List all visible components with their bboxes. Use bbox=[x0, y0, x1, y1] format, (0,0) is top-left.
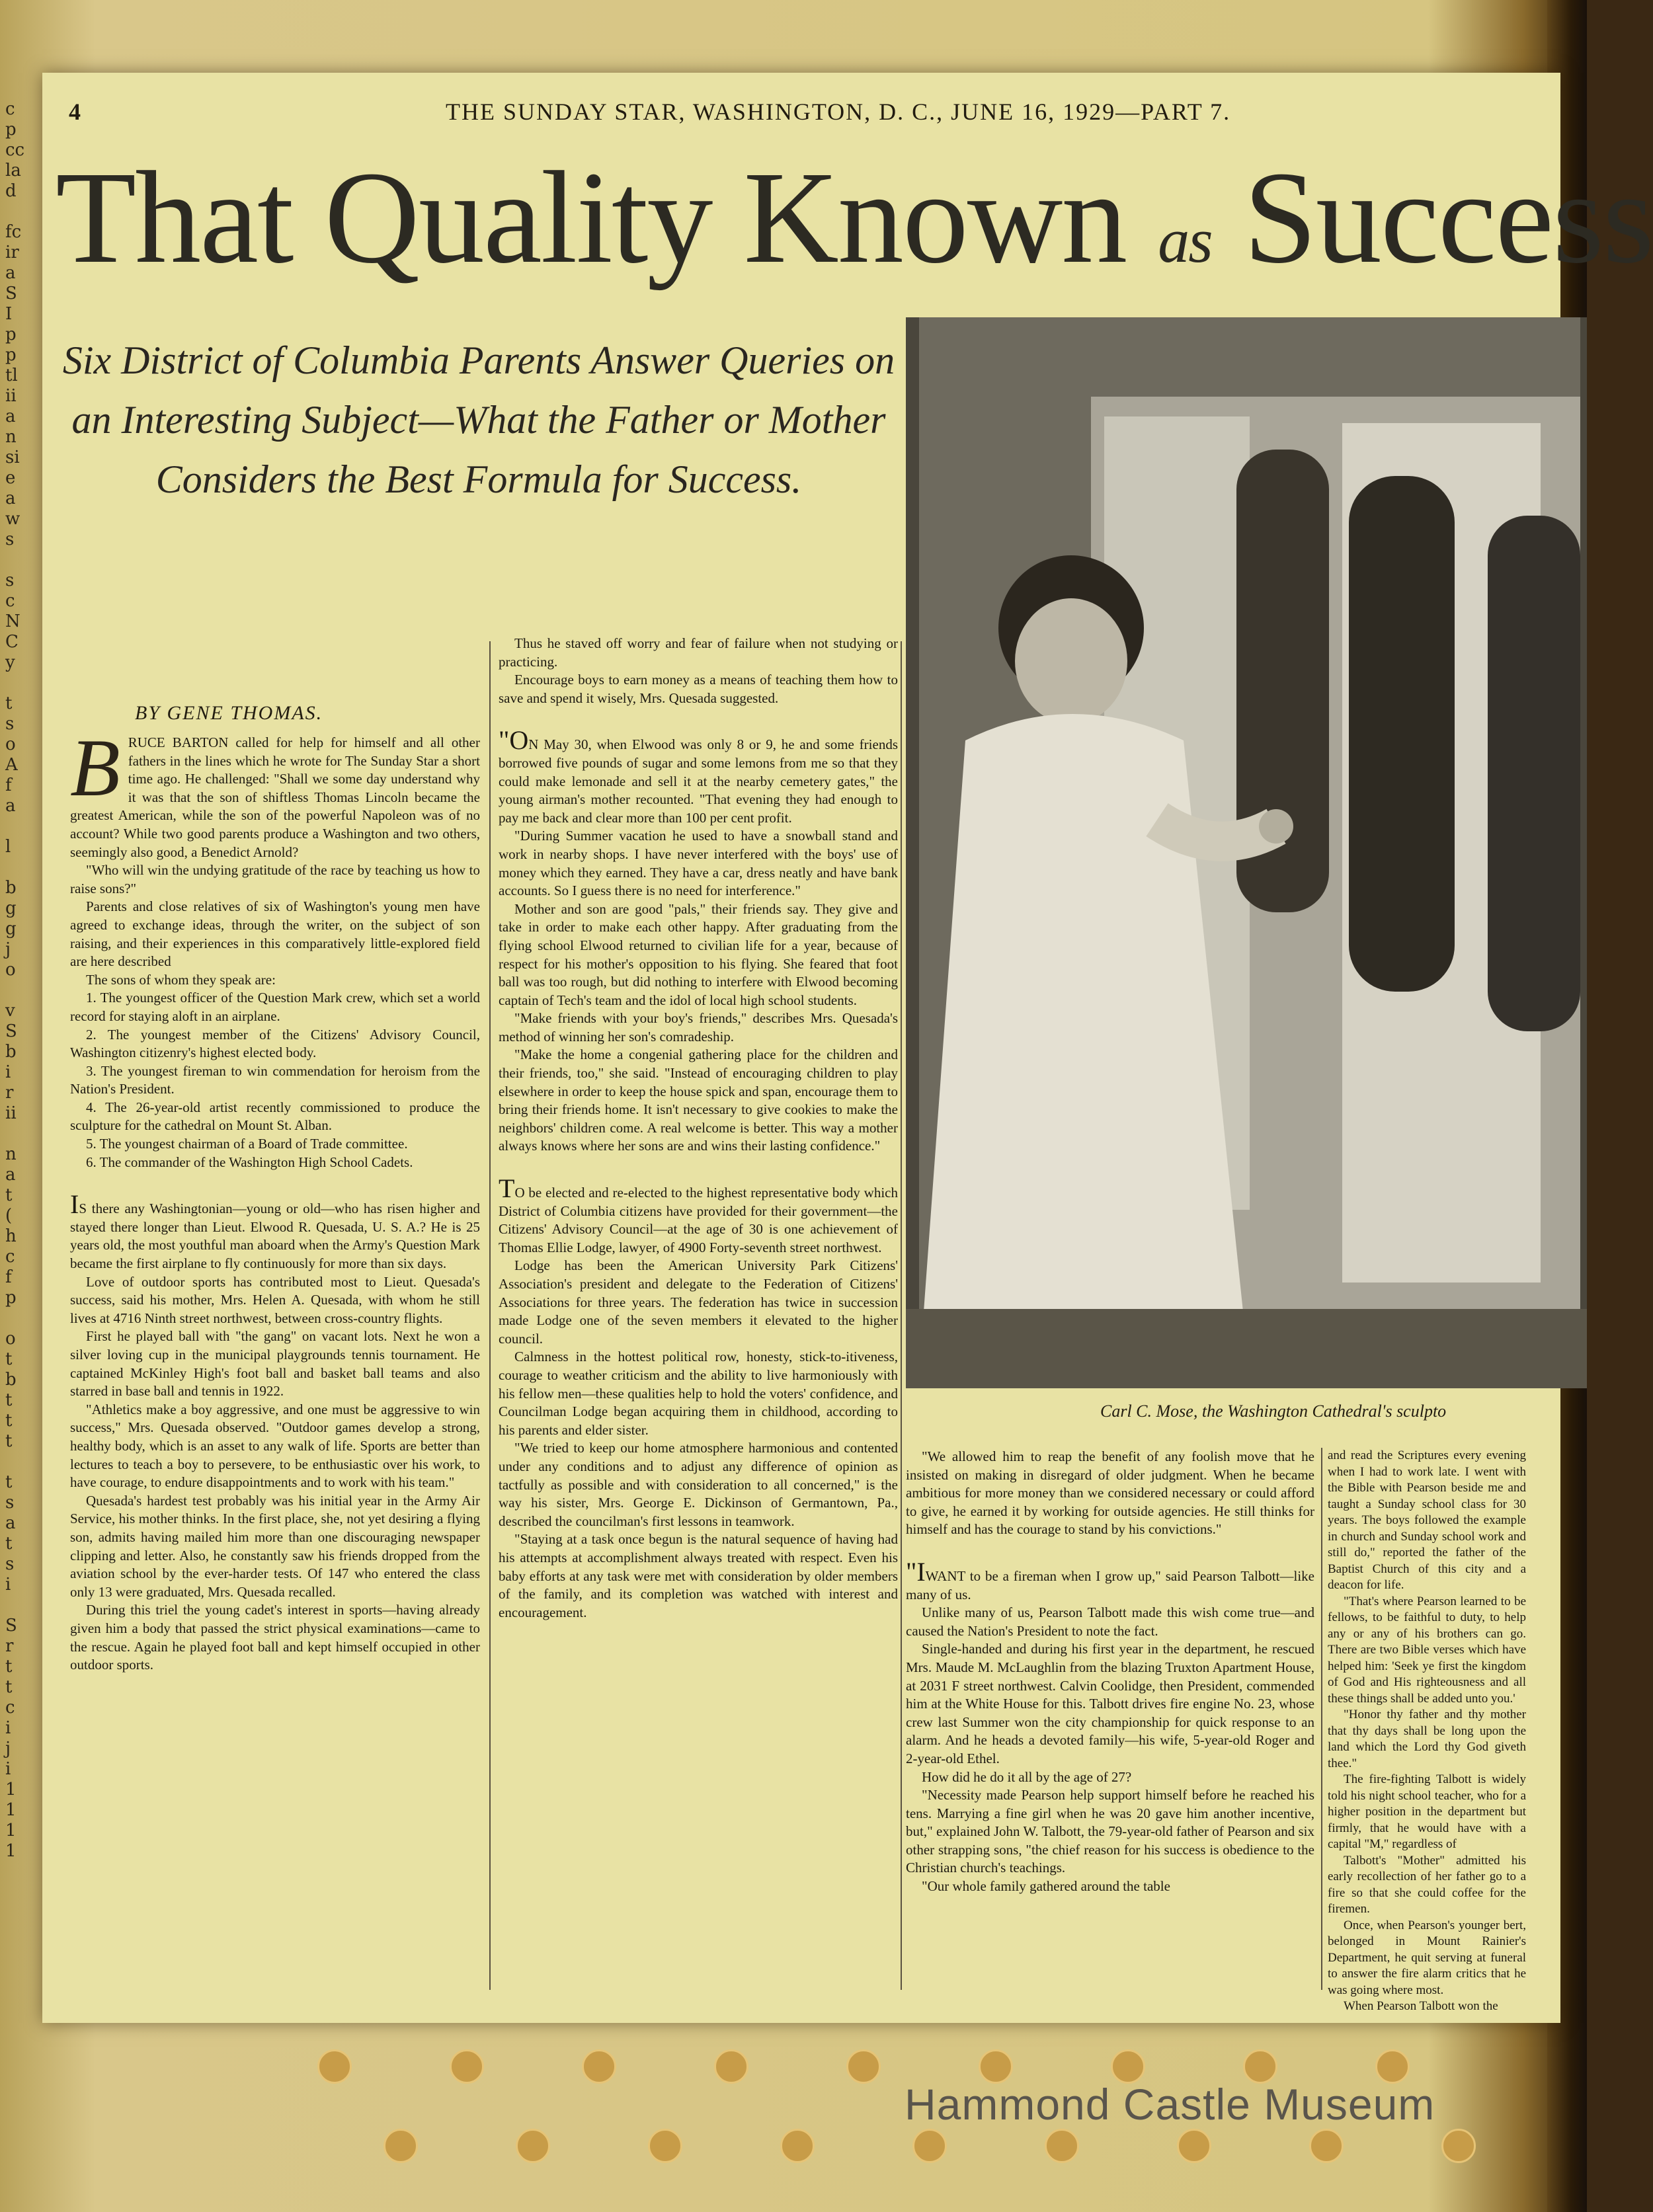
paragraph bbox=[499, 1173, 898, 1257]
list-item: 5. The youngest chairman of a Board of Trade committee. bbox=[86, 1136, 408, 1152]
list-item: 3. The youngest fireman to win commendation for heroism from the Nation's President. bbox=[70, 1062, 480, 1097]
photo-illustration bbox=[906, 317, 1587, 1388]
paragraph bbox=[906, 1556, 1314, 1604]
paragraph-text: WANT to be a fireman when I grow up," said Pearson Talbott—like many of us. bbox=[906, 1567, 1314, 1602]
column-rule bbox=[1321, 1448, 1322, 1990]
paragraph: Once, when Pearson's younger bert, belonged in Mount Rainier's Department, he quit serving at funeral to answer the fire alarm critics that he was going where most. bbox=[1328, 1918, 1526, 1997]
paragraph: "Our whole family gathered around the table bbox=[922, 1878, 1170, 1895]
headline-success: Success bbox=[1243, 145, 1653, 291]
paragraph: "We allowed him to reap the benefit of any foolish move that he insisted on making in disregard of older judgment. When he became ambitious for more money than we considered necessary or could afford to give, he earned it by working for outside agencies. He still thinks for himself and has the courage to stand by his convictions." bbox=[906, 1448, 1314, 1538]
paragraph: "Make the home a congenial gathering place for the children and their friends, too," she said. "Instead of encouraging children to play elsewhere in order to keep the house spick and span, encourage them to bring their friends home. It isn't necessary to give cookies to make the neighbors' children come. A real welcome is better. This way a mother always knows where her sons are and wins their lasting confidence." bbox=[499, 1047, 898, 1154]
paragraph: The fire-fighting Talbott is widely told his night school teacher, who for a higher position in the department but firmly, that he would have with a capital "M," regardless of bbox=[1328, 1772, 1526, 1851]
list-item: 4. The 26-year-old artist recently commissioned to produce the sculpture for the cathedral on Mount St. Alban. bbox=[70, 1099, 480, 1134]
column-rule bbox=[489, 641, 491, 1990]
paragraph bbox=[499, 725, 898, 827]
section-initial: "I bbox=[906, 1556, 926, 1587]
paragraph: "Honor thy father and thy mother that thy days shall be long upon the land which the Lord thy God giveth thee." bbox=[1328, 1708, 1526, 1770]
newspaper-clipping bbox=[42, 73, 1653, 2023]
paragraph: Encourage boys to earn money as a means of teaching them how to save and spend it wisely, Mrs. Quesada suggested. bbox=[499, 672, 898, 706]
paragraph: "During Summer vacation he used to have a snowball stand and work in nearby shops. I have never interfered with the boys' use of money which they earned. They have a car, dress neatly and have bank accounts. So I guess there is no need for interference." bbox=[499, 828, 898, 899]
paragraph-text: S there any Washingtonian—young or old—who has risen higher and stayed there longer than Lieut. Elwood R. Quesada, U. S. A.? He is 25 years old, the most youthful man aboard when the Army's Question Mark became the first airplane to fly continuously for more than six days. bbox=[70, 1201, 480, 1272]
section-initial: I bbox=[70, 1189, 79, 1220]
paragraph: "Who will win the undying gratitude of the race by teaching us how to raise sons?" bbox=[70, 862, 480, 896]
paragraph: First he played ball with "the gang" on vacant lots. Next he won a silver loving cup in the municipal playgrounds tennis tournament. He captained McKinley High's foot ball and basket ball teams and also starred in base ball and tennis in 1922. bbox=[70, 1328, 480, 1400]
paragraph: and read the Scriptures every evening when I had to work late. I went with the Bible with Pearson beside me and taught a Sunday school class for 30 years. The boys followed the example in church and Sunday school work and still do," reported the father of the Baptist Church of this city and a deacon for life. bbox=[1328, 1448, 1526, 1592]
sculptor-photograph bbox=[906, 317, 1587, 1388]
article-column-1 bbox=[70, 723, 480, 1675]
list-item: 2. The youngest member of the Citizens' Advisory Council, Washington citizenry's highest elected body. bbox=[70, 1026, 480, 1061]
subheadline: Six District of Columbia Parents Answer Queries on an Interesting Subject—What the Father or Mother Considers the Best Formula for Success. bbox=[62, 338, 895, 501]
paragraph: "That's where Pearson learned to be fellows, to be faithful to duty, to help any or any of his brothers can go. There are two Bible verses which have helped him: 'Seek ye first the kingdom of God and His righteousness and all these things shall be added unto you.' bbox=[1328, 1594, 1526, 1706]
watermark: Hammond Castle Museum bbox=[905, 2080, 1435, 2129]
column-rule bbox=[901, 641, 902, 1990]
left-page-edge-text: c p cc la d fc ir a S I p p tl ii a n si e a w s s c N C y t s o A f a l b g g j o v S b i r ii n a t ( h c f p o t b t t t t s a t s i S r t t c i j i 1 1 1 1 bbox=[5, 99, 25, 1861]
paragraph-text: O be elected and re-elected to the highest representative body which District of Columbia citizens have provided for their government—the Citizens' Advisory Council—at the age of 30 is one achievement of Thomas Ellie Lodge, lawyer, of 4900 Forty-seventh street northwest. bbox=[499, 1185, 898, 1255]
paragraph: Single-handed and during his first year in the department, he rescued Mrs. Maude M. McLaughlin from the blazing Truxton Apartment House, at 2031 F street northwest. Calvin Coolidge, then President, commended him at the White House for this. Talbott drives fire engine No. 23, whose crew last Summer won the city championship for quick response to an alarm. And he heads a devoted family—his wife, 5-year-old Roger and 2-year-old Ethel. bbox=[906, 1641, 1314, 1766]
paragraph: When Pearson Talbott won the bbox=[1344, 1999, 1498, 2013]
paragraph bbox=[70, 1189, 480, 1273]
paragraph-text: RUCE BARTON called for help for himself and all other fathers in the lines which he wrote for The Sunday Star a short time ago. He challenged: "Shall we some day understand why it was that the son of shiftless Thomas Lincoln became the greatest American, while the son of the powerful Napoleon was of no account? While two good parents produce a Washington and two others, seemingly also good, a Benedict Arnold? bbox=[70, 734, 480, 860]
article-column-4 bbox=[1328, 1448, 1526, 2015]
paragraph: Calmness in the hottest political row, honesty, stick-to-itiveness, courage to weather criticism and the ability to live harmoniously with his fellow men—these qualities help to hold the voters' confidence, and Councilman Lodge began acquiring them in childhood, according to his parents and elder sister. bbox=[499, 1349, 898, 1438]
paragraph: Thus he staved off worry and fear of failure when not studying or practicing. bbox=[499, 635, 898, 670]
paragraph bbox=[70, 723, 480, 861]
headline-as: as bbox=[1158, 205, 1212, 276]
paragraph: Mother and son are good "pals," their friends say. They give and take in order to make each other happy. After graduating from the flying school Elwood returned to civilian life for a year, because of respect for his mother's opposition to his flying. She feared that foot ball was too rough, but did nothing to interfere with Elwood becoming captain of Tech's team and the idol of local high school students. bbox=[499, 900, 898, 1008]
paragraph: Unlike many of us, Pearson Talbott made this wish come true—and caused the Nation's President to note the fact. bbox=[906, 1604, 1314, 1639]
section-initial: T bbox=[499, 1173, 515, 1204]
headline-main: That Quality Known bbox=[56, 145, 1127, 291]
paragraph: "Necessity made Pearson help support himself before he reached his tens. Marrying a fine girl when he was 20 gave him another incentive, but," explained John W. Talbott, the 79-year-old father of Pearson and six other strapping sons, "the chief reason for his success is obedience to the Christian church's teachings. bbox=[906, 1787, 1314, 1876]
paragraph: Parents and close relatives of six of Washington's young men have agreed to exchange ideas, through the writer, on the subject of son raising, and their experiences in this comparatively little-explored field are here described bbox=[70, 898, 480, 970]
page-number: 4 bbox=[69, 99, 82, 125]
paragraph: Lodge has been the American University Park Citizens' Association's president and delegate to the Federation of Citizens' Associations for three years. The federation has twice in succession made Lodge one of the seven members it elevated to the higher council. bbox=[499, 1257, 898, 1347]
paragraph: "Make friends with your boy's friends," describes Mrs. Quesada's method of winning her son's comradeship. bbox=[499, 1010, 898, 1045]
drop-cap: B bbox=[70, 723, 120, 813]
paragraph: "We tried to keep our home atmosphere harmonious and contented under any conditions and to adjust any difference of opinion as tactfully as possible and with consideration to all concerned," is the way his sister, Mrs. George E. Dickinson of Germantown, Pa., described the councilman's first lessons in teamwork. bbox=[499, 1440, 898, 1529]
paragraph: Love of outdoor sports has contributed most to Lieut. Quesada's success, said his mother, Mrs. Helen A. Quesada, with whom he still lives at 4716 Ninth street northwest, between cross-country flights. bbox=[70, 1273, 480, 1326]
list-item: 1. The youngest officer of the Question Mark crew, which set a world record for staying aloft in an airplane. bbox=[70, 990, 480, 1024]
article-column-2 bbox=[499, 635, 898, 1622]
paragraph: "Staying at a task once begun is the natural sequence of having had his attempts at accomplishment always treated with respect. Even his baby efforts at any task were met with consideration by older members of the family, and its completion was watched with interest and encouragement. bbox=[499, 1531, 898, 1620]
paragraph-text: N May 30, when Elwood was only 8 or 9, he and some friends borrowed five pounds of sugar and some lemons from me so that they could make lemonade and sell it at the nearby cemetery gates," the young airman's mother recounted. "That evening they had enough to pay me back and clear more than 100 per cent profit. bbox=[499, 736, 898, 826]
paragraph: Talbott's "Mother" admitted his early recollection of her father go to a fire so that she could coffee for the firemen. bbox=[1328, 1853, 1526, 1916]
masthead: THE SUNDAY STAR, WASHINGTON, D. C., JUNE 16, 1929—PART 7. bbox=[446, 99, 1231, 125]
list-item: 6. The commander of the Washington High School Cadets. bbox=[86, 1154, 413, 1170]
paragraph: "Athletics make a boy aggressive, and one must be aggressive to win success," Mrs. Quesada observed. "Outdoor games develop a strong, healthy body, which is an asset to any walk of life. Sports are better than lectures to teach a boy to persevere, to be enthusiastic over his work, to have courage, to endure disappointments and to work with his team." bbox=[70, 1401, 480, 1491]
photo-caption: Carl C. Mose, the Washington Cathedral's sculpto bbox=[1100, 1402, 1447, 1421]
paragraph: During this triel the young cadet's interest in sports—having already given him a body that passed the strict physical examinations—came to the rescue. Again he played foot ball and kept himself occupied in other outdoor sports. bbox=[70, 1602, 480, 1673]
article-column-3 bbox=[906, 1448, 1314, 1896]
paragraph: How did he do it all by the age of 27? bbox=[922, 1768, 1132, 1785]
paragraph: The sons of whom they speak are: bbox=[86, 971, 276, 988]
paragraph: Quesada's hardest test probably was his initial year in the Army Air Service, his mother thinks. In the first place, she, not yet desiring a flying son, admits having mailed him more than one discouraging newspaper clipping and letter. Also, he constantly saw his friends dropped from the aviation school by the ever-harder tests. Of 147 who entered the class only 13 were graduated, Mrs. Quesada recalled. bbox=[70, 1492, 480, 1600]
byline: BY GENE THOMAS. bbox=[135, 702, 323, 724]
section-initial: "O bbox=[499, 725, 529, 756]
headline bbox=[56, 145, 1653, 291]
